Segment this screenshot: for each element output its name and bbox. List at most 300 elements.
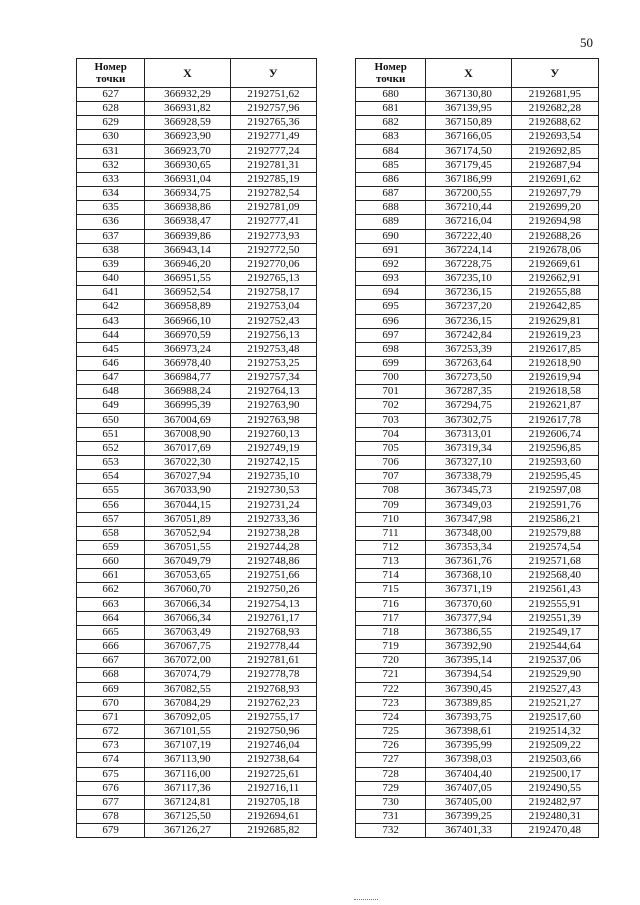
cell-y: 2192754,13 xyxy=(230,597,316,611)
table-row xyxy=(77,569,317,583)
cell-y: 2192687,94 xyxy=(511,158,598,172)
cell-point-number: 641 xyxy=(77,286,145,300)
table-header-row xyxy=(77,59,317,88)
table-row xyxy=(356,611,599,625)
cell-y: 2192781,09 xyxy=(230,201,316,215)
table-row xyxy=(77,88,317,102)
cell-point-number: 639 xyxy=(77,257,145,271)
cell-y: 2192517,60 xyxy=(511,710,598,724)
cell-y: 2192591,76 xyxy=(511,498,598,512)
cell-point-number: 642 xyxy=(77,300,145,314)
cell-y: 2192760,13 xyxy=(230,427,316,441)
table-row xyxy=(356,314,599,328)
table-row xyxy=(77,654,317,668)
table-row xyxy=(356,342,599,356)
cell-x: 366930,65 xyxy=(145,158,230,172)
cell-y: 2192699,20 xyxy=(511,201,598,215)
cell-x: 367116,00 xyxy=(145,767,230,781)
cell-x: 367179,45 xyxy=(426,158,511,172)
cell-point-number: 656 xyxy=(77,498,145,512)
cell-point-number: 726 xyxy=(356,739,426,753)
cell-x: 367113,90 xyxy=(145,753,230,767)
table-row xyxy=(77,286,317,300)
table-row xyxy=(77,201,317,215)
cell-y: 2192770,06 xyxy=(230,257,316,271)
cell-y: 2192773,93 xyxy=(230,229,316,243)
cell-point-number: 668 xyxy=(77,668,145,682)
cell-point-number: 633 xyxy=(77,172,145,186)
cell-point-number: 634 xyxy=(77,187,145,201)
cell-x: 366984,77 xyxy=(145,371,230,385)
cell-point-number: 697 xyxy=(356,328,426,342)
cell-y: 2192768,93 xyxy=(230,682,316,696)
cell-x: 367294,75 xyxy=(426,399,511,413)
cell-point-number: 667 xyxy=(77,654,145,668)
cell-x: 367345,73 xyxy=(426,484,511,498)
cell-x: 367389,85 xyxy=(426,696,511,710)
cell-y: 2192618,58 xyxy=(511,385,598,399)
cell-y: 2192756,13 xyxy=(230,328,316,342)
table-row xyxy=(77,385,317,399)
cell-point-number: 670 xyxy=(77,696,145,710)
cell-x: 367174,50 xyxy=(426,144,511,158)
table-row xyxy=(356,257,599,271)
cell-point-number: 700 xyxy=(356,371,426,385)
cell-y: 2192551,39 xyxy=(511,611,598,625)
cell-y: 2192750,96 xyxy=(230,725,316,739)
table-row xyxy=(77,172,317,186)
table-row xyxy=(77,725,317,739)
cell-y: 2192752,43 xyxy=(230,314,316,328)
table-row xyxy=(356,710,599,724)
table-row xyxy=(356,682,599,696)
cell-x: 367386,55 xyxy=(426,625,511,639)
cell-y: 2192503,66 xyxy=(511,753,598,767)
cell-x: 367067,75 xyxy=(145,640,230,654)
cell-x: 366931,82 xyxy=(145,102,230,116)
cell-x: 367084,29 xyxy=(145,696,230,710)
header-point-number: Номер точки xyxy=(77,59,145,88)
cell-x: 367228,75 xyxy=(426,257,511,271)
table-row xyxy=(77,300,317,314)
cell-point-number: 725 xyxy=(356,725,426,739)
cell-y: 2192555,91 xyxy=(511,597,598,611)
cell-x: 367390,45 xyxy=(426,682,511,696)
cell-y: 2192705,18 xyxy=(230,795,316,809)
cell-y: 2192735,10 xyxy=(230,470,316,484)
table-row xyxy=(356,541,599,555)
cell-point-number: 718 xyxy=(356,625,426,639)
cell-point-number: 629 xyxy=(77,116,145,130)
cell-point-number: 731 xyxy=(356,809,426,823)
cell-y: 2192758,17 xyxy=(230,286,316,300)
table-row xyxy=(356,187,599,201)
table-row xyxy=(356,767,599,781)
cell-y: 2192757,96 xyxy=(230,102,316,116)
cell-y: 2192777,41 xyxy=(230,215,316,229)
cell-x: 367347,98 xyxy=(426,512,511,526)
cell-x: 367022,30 xyxy=(145,456,230,470)
cell-point-number: 684 xyxy=(356,144,426,158)
table-row xyxy=(356,399,599,413)
cell-x: 367130,80 xyxy=(426,88,511,102)
cell-point-number: 716 xyxy=(356,597,426,611)
cell-point-number: 638 xyxy=(77,243,145,257)
cell-x: 367101,55 xyxy=(145,725,230,739)
cell-point-number: 730 xyxy=(356,795,426,809)
cell-point-number: 704 xyxy=(356,427,426,441)
cell-point-number: 674 xyxy=(77,753,145,767)
cell-x: 367404,40 xyxy=(426,767,511,781)
cell-x: 367236,15 xyxy=(426,314,511,328)
cell-x: 367349,03 xyxy=(426,498,511,512)
cell-y: 2192716,11 xyxy=(230,781,316,795)
table-row xyxy=(77,356,317,370)
table-row xyxy=(77,144,317,158)
table-row xyxy=(77,102,317,116)
table-row xyxy=(356,795,599,809)
table-row xyxy=(356,809,599,823)
cell-y: 2192751,66 xyxy=(230,569,316,583)
cell-y: 2192568,40 xyxy=(511,569,598,583)
cell-x: 367074,79 xyxy=(145,668,230,682)
cell-y: 2192746,04 xyxy=(230,739,316,753)
cell-point-number: 657 xyxy=(77,512,145,526)
cell-y: 2192692,85 xyxy=(511,144,598,158)
table-row xyxy=(77,767,317,781)
table-row xyxy=(77,555,317,569)
cell-point-number: 703 xyxy=(356,413,426,427)
cell-y: 2192781,31 xyxy=(230,158,316,172)
cell-x: 367063,49 xyxy=(145,625,230,639)
table-row xyxy=(356,668,599,682)
cell-x: 367222,40 xyxy=(426,229,511,243)
cell-point-number: 713 xyxy=(356,555,426,569)
cell-point-number: 679 xyxy=(77,824,145,838)
table-row xyxy=(356,413,599,427)
table-row xyxy=(77,116,317,130)
cell-point-number: 672 xyxy=(77,725,145,739)
cell-point-number: 637 xyxy=(77,229,145,243)
table-row xyxy=(356,356,599,370)
cell-y: 2192693,54 xyxy=(511,130,598,144)
cell-y: 2192691,62 xyxy=(511,172,598,186)
cell-point-number: 694 xyxy=(356,286,426,300)
cell-point-number: 724 xyxy=(356,710,426,724)
cell-y: 2192688,26 xyxy=(511,229,598,243)
cell-point-number: 664 xyxy=(77,611,145,625)
cell-point-number: 723 xyxy=(356,696,426,710)
cell-x: 367044,15 xyxy=(145,498,230,512)
cell-x: 367327,10 xyxy=(426,456,511,470)
cell-y: 2192606,74 xyxy=(511,427,598,441)
cell-point-number: 721 xyxy=(356,668,426,682)
cell-y: 2192772,50 xyxy=(230,243,316,257)
cell-point-number: 698 xyxy=(356,342,426,356)
cell-point-number: 675 xyxy=(77,767,145,781)
cell-y: 2192521,27 xyxy=(511,696,598,710)
table-row xyxy=(356,215,599,229)
cell-y: 2192549,17 xyxy=(511,625,598,639)
cell-x: 367273,50 xyxy=(426,371,511,385)
cell-y: 2192697,79 xyxy=(511,187,598,201)
cell-x: 366939,86 xyxy=(145,229,230,243)
cell-point-number: 627 xyxy=(77,88,145,102)
header-x: X xyxy=(145,59,230,88)
table-row xyxy=(77,753,317,767)
cell-y: 2192500,17 xyxy=(511,767,598,781)
cell-y: 2192688,62 xyxy=(511,116,598,130)
cell-point-number: 708 xyxy=(356,484,426,498)
cell-point-number: 653 xyxy=(77,456,145,470)
cell-y: 2192777,24 xyxy=(230,144,316,158)
cell-y: 2192694,61 xyxy=(230,809,316,823)
cell-x: 367263,64 xyxy=(426,356,511,370)
cell-point-number: 644 xyxy=(77,328,145,342)
cell-x: 367150,89 xyxy=(426,116,511,130)
cell-point-number: 631 xyxy=(77,144,145,158)
cell-x: 366934,75 xyxy=(145,187,230,201)
cell-point-number: 669 xyxy=(77,682,145,696)
table-row xyxy=(77,272,317,286)
cell-point-number: 648 xyxy=(77,385,145,399)
table-row xyxy=(77,314,317,328)
cell-x: 367066,34 xyxy=(145,611,230,625)
cell-point-number: 662 xyxy=(77,583,145,597)
cell-y: 2192762,23 xyxy=(230,696,316,710)
cell-x: 366931,04 xyxy=(145,172,230,186)
cell-x: 367370,60 xyxy=(426,597,511,611)
cell-point-number: 728 xyxy=(356,767,426,781)
cell-x: 367027,94 xyxy=(145,470,230,484)
table-row xyxy=(77,710,317,724)
coordinates-table-left xyxy=(76,58,317,838)
cell-point-number: 676 xyxy=(77,781,145,795)
table-row xyxy=(77,611,317,625)
cell-point-number: 643 xyxy=(77,314,145,328)
cell-y: 2192748,86 xyxy=(230,555,316,569)
table-row xyxy=(356,484,599,498)
cell-y: 2192470,48 xyxy=(511,824,598,838)
table-row xyxy=(77,668,317,682)
cell-y: 2192755,17 xyxy=(230,710,316,724)
table-row xyxy=(356,172,599,186)
table-row xyxy=(77,795,317,809)
cell-point-number: 632 xyxy=(77,158,145,172)
cell-y: 2192527,43 xyxy=(511,682,598,696)
cell-y: 2192733,36 xyxy=(230,512,316,526)
table-row xyxy=(356,456,599,470)
table-row xyxy=(356,824,599,838)
cell-y: 2192738,28 xyxy=(230,526,316,540)
cell-y: 2192617,85 xyxy=(511,342,598,356)
cell-point-number: 691 xyxy=(356,243,426,257)
cell-x: 367401,33 xyxy=(426,824,511,838)
cell-point-number: 646 xyxy=(77,356,145,370)
cell-point-number: 630 xyxy=(77,130,145,144)
table-row xyxy=(77,130,317,144)
cell-x: 367017,69 xyxy=(145,441,230,455)
cell-y: 2192509,22 xyxy=(511,739,598,753)
cell-point-number: 686 xyxy=(356,172,426,186)
cell-x: 367399,25 xyxy=(426,809,511,823)
table-row xyxy=(356,158,599,172)
cell-y: 2192749,19 xyxy=(230,441,316,455)
cell-point-number: 671 xyxy=(77,710,145,724)
cell-x: 367125,50 xyxy=(145,809,230,823)
cell-y: 2192514,32 xyxy=(511,725,598,739)
cell-x: 367371,19 xyxy=(426,583,511,597)
cell-x: 367393,75 xyxy=(426,710,511,724)
cell-x: 367395,14 xyxy=(426,654,511,668)
cell-x: 367353,34 xyxy=(426,541,511,555)
table-row xyxy=(356,583,599,597)
cell-point-number: 654 xyxy=(77,470,145,484)
cell-point-number: 645 xyxy=(77,342,145,356)
table-row xyxy=(77,187,317,201)
header-x: X xyxy=(426,59,511,88)
cell-y: 2192571,68 xyxy=(511,555,598,569)
table-header-row xyxy=(356,59,599,88)
cell-x: 366995,39 xyxy=(145,399,230,413)
cell-x: 367124,81 xyxy=(145,795,230,809)
table-row xyxy=(77,158,317,172)
table-row xyxy=(77,257,317,271)
cell-y: 2192544,64 xyxy=(511,640,598,654)
cell-point-number: 719 xyxy=(356,640,426,654)
table-row xyxy=(77,597,317,611)
cell-x: 367398,61 xyxy=(426,725,511,739)
cell-point-number: 640 xyxy=(77,272,145,286)
cell-y: 2192617,78 xyxy=(511,413,598,427)
table-row xyxy=(77,809,317,823)
cell-point-number: 699 xyxy=(356,356,426,370)
cell-y: 2192744,28 xyxy=(230,541,316,555)
cell-y: 2192765,36 xyxy=(230,116,316,130)
table-row xyxy=(77,824,317,838)
cell-x: 367392,90 xyxy=(426,640,511,654)
table-row xyxy=(356,243,599,257)
cell-x: 366970,59 xyxy=(145,328,230,342)
table-row xyxy=(356,654,599,668)
cell-x: 367200,55 xyxy=(426,187,511,201)
cell-x: 367395,99 xyxy=(426,739,511,753)
table-row xyxy=(356,116,599,130)
cell-x: 367060,70 xyxy=(145,583,230,597)
table-row xyxy=(77,625,317,639)
cell-point-number: 732 xyxy=(356,824,426,838)
table-row xyxy=(77,682,317,696)
cell-point-number: 696 xyxy=(356,314,426,328)
cell-point-number: 705 xyxy=(356,441,426,455)
table-row xyxy=(356,229,599,243)
cell-y: 2192537,06 xyxy=(511,654,598,668)
cell-y: 2192757,34 xyxy=(230,371,316,385)
table-row xyxy=(356,781,599,795)
cell-x: 367394,54 xyxy=(426,668,511,682)
table-row xyxy=(77,512,317,526)
cell-y: 2192593,60 xyxy=(511,456,598,470)
table-row xyxy=(356,328,599,342)
table-row xyxy=(77,640,317,654)
cell-x: 367052,94 xyxy=(145,526,230,540)
cell-y: 2192662,91 xyxy=(511,272,598,286)
cell-x: 366938,86 xyxy=(145,201,230,215)
cell-x: 367008,90 xyxy=(145,427,230,441)
cell-point-number: 717 xyxy=(356,611,426,625)
table-row xyxy=(77,427,317,441)
cell-y: 2192763,90 xyxy=(230,399,316,413)
cell-y: 2192529,90 xyxy=(511,668,598,682)
cell-x: 367072,00 xyxy=(145,654,230,668)
table-row xyxy=(77,781,317,795)
table-row xyxy=(77,243,317,257)
cell-y: 2192778,78 xyxy=(230,668,316,682)
cell-x: 367319,34 xyxy=(426,441,511,455)
cell-x: 367053,65 xyxy=(145,569,230,583)
cell-x: 367051,89 xyxy=(145,512,230,526)
table-row xyxy=(356,739,599,753)
cell-x: 367235,10 xyxy=(426,272,511,286)
cell-x: 367139,95 xyxy=(426,102,511,116)
table-row xyxy=(77,526,317,540)
cell-x: 367117,36 xyxy=(145,781,230,795)
cell-point-number: 727 xyxy=(356,753,426,767)
cell-point-number: 677 xyxy=(77,795,145,809)
cell-x: 367224,14 xyxy=(426,243,511,257)
cell-x: 367186,99 xyxy=(426,172,511,186)
cell-point-number: 692 xyxy=(356,257,426,271)
table-row xyxy=(77,739,317,753)
table-row xyxy=(356,441,599,455)
header-y: У xyxy=(511,59,598,88)
cell-y: 2192597,08 xyxy=(511,484,598,498)
cell-point-number: 710 xyxy=(356,512,426,526)
table-row xyxy=(77,696,317,710)
cell-x: 367242,84 xyxy=(426,328,511,342)
cell-y: 2192618,90 xyxy=(511,356,598,370)
cell-x: 367313,01 xyxy=(426,427,511,441)
table-row xyxy=(77,215,317,229)
cell-x: 367210,44 xyxy=(426,201,511,215)
cell-y: 2192785,19 xyxy=(230,172,316,186)
table-row xyxy=(77,484,317,498)
cell-point-number: 711 xyxy=(356,526,426,540)
cell-y: 2192725,61 xyxy=(230,767,316,781)
cell-y: 2192771,49 xyxy=(230,130,316,144)
header-y: У xyxy=(230,59,316,88)
cell-point-number: 680 xyxy=(356,88,426,102)
table-row xyxy=(77,371,317,385)
cell-point-number: 658 xyxy=(77,526,145,540)
table-row xyxy=(356,725,599,739)
cell-x: 367236,15 xyxy=(426,286,511,300)
cell-x: 367051,55 xyxy=(145,541,230,555)
cell-x: 367361,76 xyxy=(426,555,511,569)
cell-x: 367407,05 xyxy=(426,781,511,795)
table-row xyxy=(356,753,599,767)
table-row xyxy=(77,441,317,455)
table-row xyxy=(77,541,317,555)
cell-point-number: 665 xyxy=(77,625,145,639)
cell-point-number: 701 xyxy=(356,385,426,399)
cell-point-number: 702 xyxy=(356,399,426,413)
cell-x: 366943,14 xyxy=(145,243,230,257)
cell-y: 2192482,97 xyxy=(511,795,598,809)
cell-x: 367166,05 xyxy=(426,130,511,144)
cell-x: 367126,27 xyxy=(145,824,230,838)
cell-y: 2192761,17 xyxy=(230,611,316,625)
